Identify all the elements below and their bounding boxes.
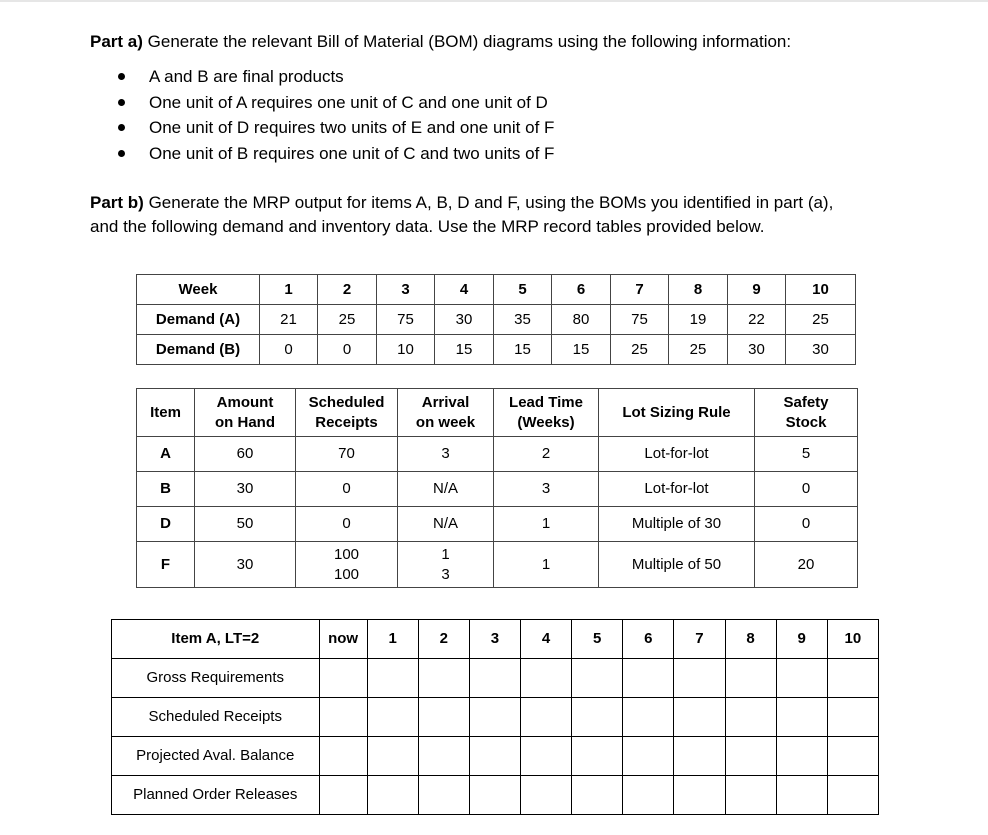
entry-cell[interactable] bbox=[469, 698, 520, 737]
entry-cell[interactable] bbox=[521, 776, 572, 815]
entry-cell[interactable] bbox=[674, 659, 725, 698]
header-cell: Lot Sizing Rule bbox=[599, 389, 755, 437]
header-line: Receipts bbox=[315, 413, 378, 431]
item-cell: B bbox=[137, 472, 195, 507]
entry-cell[interactable] bbox=[674, 776, 725, 815]
entry-cell[interactable] bbox=[776, 737, 827, 776]
entry-cell[interactable] bbox=[725, 776, 776, 815]
table-cell: Multiple of 50 bbox=[599, 542, 755, 588]
bullet-item: One unit of D requires two units of E and one unit of F bbox=[118, 115, 554, 141]
entry-cell[interactable] bbox=[572, 737, 623, 776]
item-row-d bbox=[137, 507, 858, 542]
entry-cell[interactable] bbox=[469, 659, 520, 698]
entry-cell[interactable] bbox=[572, 659, 623, 698]
header-line: on week bbox=[415, 413, 476, 431]
part-a-heading bbox=[90, 30, 791, 54]
row-label: Demand (B) bbox=[137, 335, 260, 365]
header-line: Safety bbox=[783, 393, 829, 411]
entry-cell[interactable] bbox=[674, 698, 725, 737]
mrp-title: Item A, LT=2 bbox=[112, 620, 320, 659]
table-cell: 22 bbox=[728, 305, 786, 335]
table-cell: 25 bbox=[786, 305, 856, 335]
entry-cell[interactable] bbox=[469, 737, 520, 776]
table-cell: 19 bbox=[669, 305, 728, 335]
entry-cell[interactable] bbox=[725, 698, 776, 737]
mrp-row-planned-order-releases bbox=[112, 776, 879, 815]
header-cell bbox=[195, 389, 296, 437]
entry-cell[interactable] bbox=[521, 698, 572, 737]
header-line: Arrival bbox=[421, 393, 470, 411]
table-cell: 30 bbox=[435, 305, 494, 335]
demand-header-row bbox=[137, 275, 856, 305]
row-label: Demand (A) bbox=[137, 305, 260, 335]
entry-cell[interactable] bbox=[367, 659, 418, 698]
table-cell: 30 bbox=[195, 472, 296, 507]
header-cell: Week bbox=[137, 275, 260, 305]
header-cell: 7 bbox=[611, 275, 669, 305]
period-cell: 2 bbox=[418, 620, 469, 659]
table-cell: 21 bbox=[260, 305, 318, 335]
entry-cell[interactable] bbox=[725, 737, 776, 776]
table-cell: Multiple of 30 bbox=[599, 507, 755, 542]
entry-cell[interactable] bbox=[623, 776, 674, 815]
entry-cell[interactable] bbox=[623, 659, 674, 698]
entry-cell[interactable] bbox=[725, 659, 776, 698]
table-cell: 0 bbox=[296, 472, 398, 507]
period-cell: 4 bbox=[521, 620, 572, 659]
mrp-row-scheduled-receipts bbox=[112, 698, 879, 737]
table-cell: 30 bbox=[728, 335, 786, 365]
entry-cell[interactable] bbox=[418, 776, 469, 815]
cell-line: 3 bbox=[441, 565, 450, 583]
table-cell: 25 bbox=[669, 335, 728, 365]
header-cell: 6 bbox=[552, 275, 611, 305]
entry-cell[interactable] bbox=[623, 737, 674, 776]
table-cell: N/A bbox=[398, 472, 494, 507]
part-b-line-2: and the following demand and inventory data. Use the MRP record tables provided below. bbox=[90, 217, 765, 236]
table-cell: 35 bbox=[494, 305, 552, 335]
table-cell: 0 bbox=[296, 507, 398, 542]
period-cell: 10 bbox=[827, 620, 878, 659]
entry-cell[interactable] bbox=[367, 776, 418, 815]
period-cell: now bbox=[319, 620, 367, 659]
entry-cell[interactable] bbox=[469, 776, 520, 815]
header-cell: 1 bbox=[260, 275, 318, 305]
part-b-heading bbox=[90, 191, 833, 215]
mrp-header-row bbox=[112, 620, 879, 659]
period-cell: 5 bbox=[572, 620, 623, 659]
header-line: on Hand bbox=[215, 413, 275, 431]
table-cell: 75 bbox=[611, 305, 669, 335]
period-cell: 9 bbox=[776, 620, 827, 659]
entry-cell[interactable] bbox=[827, 737, 878, 776]
entry-cell[interactable] bbox=[367, 737, 418, 776]
table-cell: 0 bbox=[755, 507, 858, 542]
entry-cell[interactable] bbox=[572, 698, 623, 737]
table-cell: 0 bbox=[260, 335, 318, 365]
table-cell: 60 bbox=[195, 437, 296, 472]
header-cell bbox=[494, 389, 599, 437]
table-cell: 5 bbox=[755, 437, 858, 472]
entry-cell[interactable] bbox=[418, 698, 469, 737]
entry-cell[interactable] bbox=[623, 698, 674, 737]
table-cell: 25 bbox=[318, 305, 377, 335]
item-cell: A bbox=[137, 437, 195, 472]
table-cell: 20 bbox=[755, 542, 858, 588]
demand-row-a bbox=[137, 305, 856, 335]
top-border-line bbox=[0, 0, 988, 2]
header-cell: 10 bbox=[786, 275, 856, 305]
row-label: Scheduled Receipts bbox=[112, 698, 320, 737]
item-cell: F bbox=[137, 542, 195, 588]
demand-row-b bbox=[137, 335, 856, 365]
header-line: Lead Time bbox=[509, 393, 583, 411]
cell-line: 100 bbox=[333, 545, 360, 563]
header-cell: 8 bbox=[669, 275, 728, 305]
table-cell: 80 bbox=[552, 305, 611, 335]
row-label: Planned Order Releases bbox=[112, 776, 320, 815]
table-cell: 50 bbox=[195, 507, 296, 542]
item-data-table bbox=[136, 388, 858, 588]
mrp-row-gross-requirements bbox=[112, 659, 879, 698]
header-cell: 2 bbox=[318, 275, 377, 305]
header-cell bbox=[755, 389, 858, 437]
part-b-line-1: Generate the MRP output for items A, B, D and F, using the BOMs you identified in part (a), bbox=[143, 193, 834, 212]
table-cell: 3 bbox=[398, 437, 494, 472]
header-cell: 5 bbox=[494, 275, 552, 305]
table-cell: 30 bbox=[786, 335, 856, 365]
entry-cell[interactable] bbox=[319, 698, 367, 737]
bullet-item: A and B are final products bbox=[118, 64, 554, 90]
entry-cell[interactable] bbox=[776, 659, 827, 698]
entry-cell[interactable] bbox=[319, 737, 367, 776]
item-row-a bbox=[137, 437, 858, 472]
table-cell: 25 bbox=[611, 335, 669, 365]
row-label: Gross Requirements bbox=[112, 659, 320, 698]
header-cell: 4 bbox=[435, 275, 494, 305]
entry-cell[interactable] bbox=[319, 659, 367, 698]
part-a-label: Part a) bbox=[90, 32, 143, 51]
part-b-label: Part b) bbox=[90, 193, 144, 212]
mrp-record-table bbox=[111, 619, 879, 815]
header-cell bbox=[398, 389, 494, 437]
entry-cell[interactable] bbox=[418, 659, 469, 698]
entry-cell[interactable] bbox=[827, 659, 878, 698]
header-line: Stock bbox=[785, 413, 827, 431]
period-cell: 6 bbox=[623, 620, 674, 659]
table-cell: 15 bbox=[435, 335, 494, 365]
table-cell: 3 bbox=[494, 472, 599, 507]
entry-cell[interactable] bbox=[776, 698, 827, 737]
entry-cell[interactable] bbox=[776, 776, 827, 815]
item-header-row bbox=[137, 389, 858, 437]
entry-cell[interactable] bbox=[521, 737, 572, 776]
bullet-item: One unit of A requires one unit of C and one unit of D bbox=[118, 90, 554, 116]
table-cell bbox=[296, 542, 398, 588]
table-cell: 75 bbox=[377, 305, 435, 335]
header-line: Amount bbox=[216, 393, 274, 411]
table-cell: Lot-for-lot bbox=[599, 437, 755, 472]
part-a-bullet-list bbox=[118, 64, 554, 166]
cell-line: 1 bbox=[441, 545, 450, 563]
table-cell: 10 bbox=[377, 335, 435, 365]
entry-cell[interactable] bbox=[418, 737, 469, 776]
mrp-row-projected-balance bbox=[112, 737, 879, 776]
header-cell bbox=[296, 389, 398, 437]
bullet-item: One unit of B requires one unit of C and two units of F bbox=[118, 141, 554, 167]
table-cell: 15 bbox=[552, 335, 611, 365]
table-cell: 0 bbox=[318, 335, 377, 365]
entry-cell[interactable] bbox=[827, 776, 878, 815]
demand-table bbox=[136, 274, 856, 365]
header-cell: 3 bbox=[377, 275, 435, 305]
item-cell: D bbox=[137, 507, 195, 542]
header-line: (Weeks) bbox=[517, 413, 575, 431]
item-row-f bbox=[137, 542, 858, 588]
entry-cell[interactable] bbox=[827, 698, 878, 737]
cell-line: 100 bbox=[333, 565, 360, 583]
header-cell: 9 bbox=[728, 275, 786, 305]
table-cell: 1 bbox=[494, 507, 599, 542]
period-cell: 7 bbox=[674, 620, 725, 659]
entry-cell[interactable] bbox=[319, 776, 367, 815]
row-label: Projected Aval. Balance bbox=[112, 737, 320, 776]
part-a-text: Generate the relevant Bill of Material (BOM) diagrams using the following information: bbox=[142, 32, 792, 51]
table-cell: 30 bbox=[195, 542, 296, 588]
entry-cell[interactable] bbox=[674, 737, 725, 776]
table-cell: N/A bbox=[398, 507, 494, 542]
table-cell bbox=[398, 542, 494, 588]
header-line: Scheduled bbox=[308, 393, 385, 411]
table-cell: Lot-for-lot bbox=[599, 472, 755, 507]
entry-cell[interactable] bbox=[572, 776, 623, 815]
entry-cell[interactable] bbox=[521, 659, 572, 698]
period-cell: 8 bbox=[725, 620, 776, 659]
table-cell: 2 bbox=[494, 437, 599, 472]
item-row-b bbox=[137, 472, 858, 507]
table-cell: 15 bbox=[494, 335, 552, 365]
table-cell: 70 bbox=[296, 437, 398, 472]
period-cell: 1 bbox=[367, 620, 418, 659]
table-cell: 1 bbox=[494, 542, 599, 588]
table-cell: 0 bbox=[755, 472, 858, 507]
entry-cell[interactable] bbox=[367, 698, 418, 737]
period-cell: 3 bbox=[469, 620, 520, 659]
header-cell: Item bbox=[137, 389, 195, 437]
